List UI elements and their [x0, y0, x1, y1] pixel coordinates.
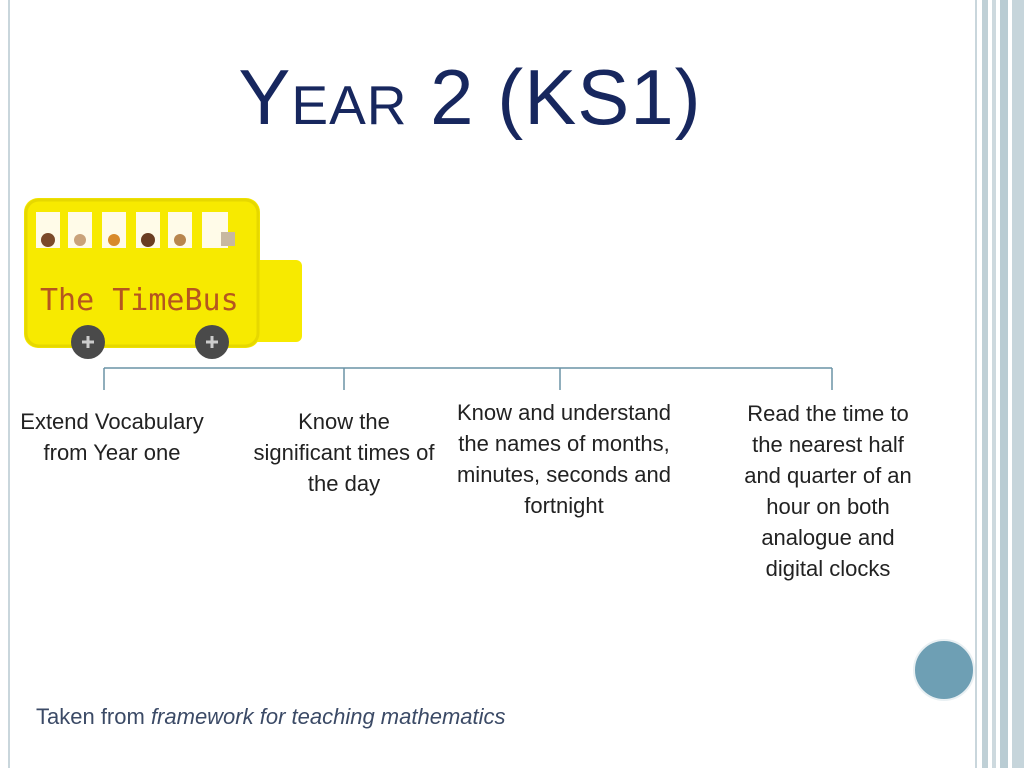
slide-frame-right	[992, 0, 996, 768]
branch-extend-vocabulary: Extend Vocabulary from Year one	[20, 409, 204, 465]
branch-significant-times: Know the significant times of the day	[253, 409, 435, 496]
source-prefix: Taken from	[36, 704, 151, 729]
bus-sign: The TimeBus	[40, 283, 239, 318]
source-citation	[36, 704, 506, 730]
time-bus-illustration	[18, 192, 308, 364]
slide-title: Year 2 (KS1)	[238, 53, 702, 141]
slide-frame-right	[975, 0, 977, 768]
branch-names-of-months: Know and understand the names of months, minutes, seconds and fortnight	[456, 400, 672, 518]
branch-read-the-time: Read the time to the nearest half and quarter of an hour on both analogue and digital clocks	[744, 401, 912, 581]
decorative-circle	[913, 639, 975, 701]
bus-wheel	[71, 325, 105, 359]
slide-frame-right	[982, 0, 988, 768]
slide-frame-right	[1012, 0, 1024, 768]
slide-frame-right	[1000, 0, 1008, 768]
bus-wheel	[195, 325, 229, 359]
source-title: framework for teaching mathematics	[150, 704, 506, 729]
